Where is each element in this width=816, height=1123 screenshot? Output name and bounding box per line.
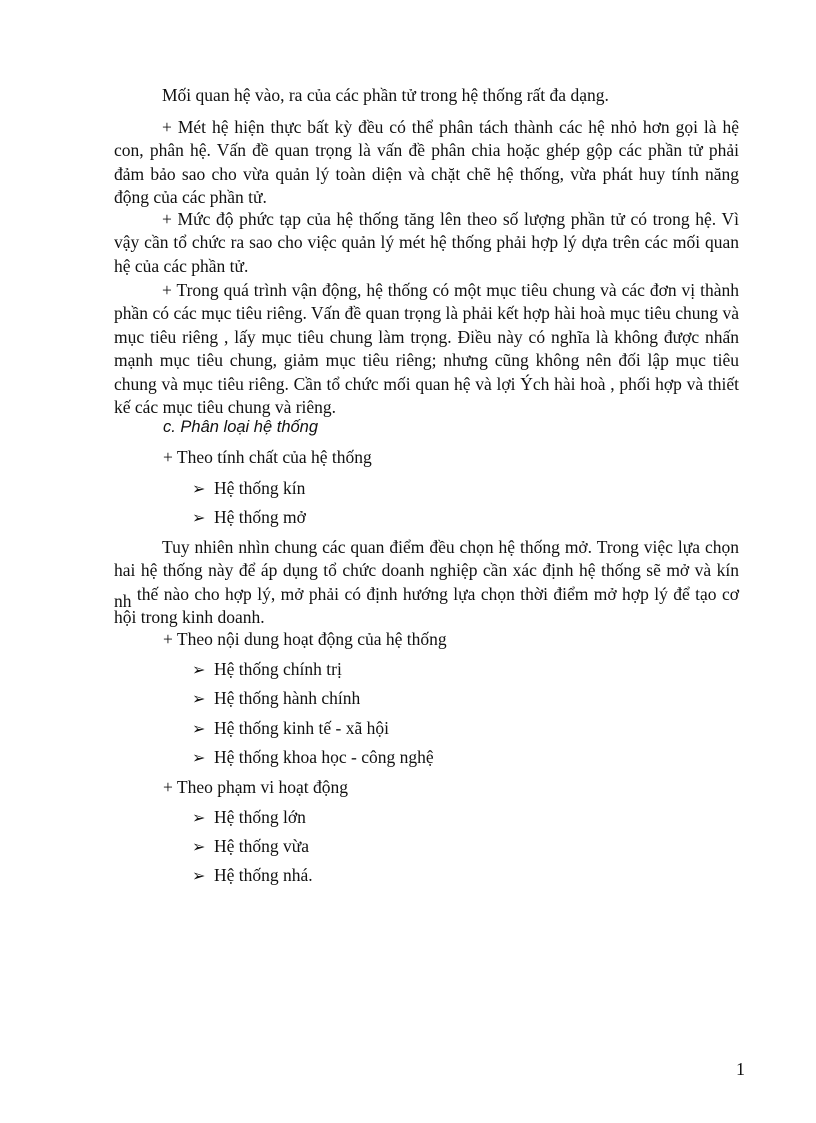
list-item: ➢ Hệ thống hành chính: [192, 687, 360, 711]
arrow-bullet-icon: ➢: [192, 868, 206, 885]
group-1-heading: + Theo tính chất của hệ thống: [163, 447, 372, 467]
list-item: ➢ Hệ thống kín: [192, 477, 305, 501]
arrow-bullet-icon: ➢: [192, 839, 206, 856]
section-heading-c: c. Phân loại hệ thống: [163, 418, 319, 436]
arrow-bullet-icon: ➢: [192, 810, 206, 827]
arrow-bullet-icon: ➢: [192, 721, 206, 738]
group-2-heading: + Theo nội dung hoạt động của hệ thống: [163, 629, 447, 649]
paragraph-1: Mối quan hệ vào, ra của các phần tử trong hệ thống rất đa dạng.: [162, 85, 609, 105]
list-item: ➢ Hệ thống khoa học - công nghệ: [192, 746, 434, 770]
arrow-bullet-icon: ➢: [192, 691, 206, 708]
paragraph-5: Tuy nhiên nhìn chung các quan điểm đều chọn hệ thống mở. Trong việc lựa chọn hai hệ thống này để áp dụng tổ chức doanh nghiệp cần xác định hệ thống sẽ mở và kín nh thế nào cho hợp lý, mở phải có định hướng lựa chọn thời điểm mở hợp lý để tạo cơ hội trong kinh doanh.: [114, 537, 739, 628]
list-item: ➢ Hệ thống lớn: [192, 806, 306, 830]
list-item: ➢ Hệ thống mở: [192, 506, 306, 530]
paragraph-3: + Mức độ phức tạp của hệ thống tăng lên theo số lượng phần tử có trong hệ. Vì vậy cần tổ chức ra sao cho việc quản lý mét hệ thống phải hợp lý dựa trên các mối quan hệ của các phần tử.: [114, 209, 739, 276]
paragraph-4: + Trong quá trình vận động, hệ thống có một mục tiêu chung và các đơn vị thành phần có các mục tiêu riêng. Vấn đề quan trọng là phải kết hợp hài hoà mục tiêu chung và mục tiêu riêng , lấy mục tiêu chung làm trọng. Điều này có nghĩa là không được nhấn mạnh mục tiêu chung, giảm mục tiêu riêng; nhưng cũng không nên đối lập mục tiêu chung và mục tiêu riêng. Cần tổ chức mối quan hệ và lợi Ých hài hoà , phối hợp và thiết kế các mục tiêu chung và riêng.: [114, 280, 739, 418]
list-item: ➢ Hệ thống nhá.: [192, 864, 313, 888]
list-item: ➢ Hệ thống kinh tế - xã hội: [192, 717, 389, 741]
arrow-bullet-icon: ➢: [192, 510, 206, 527]
arrow-bullet-icon: ➢: [192, 481, 206, 498]
arrow-bullet-icon: ➢: [192, 662, 206, 679]
group-3-heading: + Theo phạm vi hoạt động: [163, 777, 349, 797]
list-item: ➢ Hệ thống chính trị: [192, 658, 342, 682]
arrow-bullet-icon: ➢: [192, 750, 206, 767]
page-number: 1: [736, 1059, 745, 1079]
list-item: ➢ Hệ thống vừa: [192, 835, 309, 859]
paragraph-2: + Mét hệ hiện thực bất kỳ đều có thể phân tách thành các hệ nhỏ hơn gọi là hệ con, phân hệ. Vấn đề quan trọng là vấn đề phân chia hoặc ghép gộp các phần tử phải đảm bảo sao cho vừa quản lý toàn diện và chặt chẽ hệ thống, vừa phát huy tính năng động của các phần tử.: [114, 117, 739, 208]
stray-fragment-nh: nh: [114, 590, 132, 611]
